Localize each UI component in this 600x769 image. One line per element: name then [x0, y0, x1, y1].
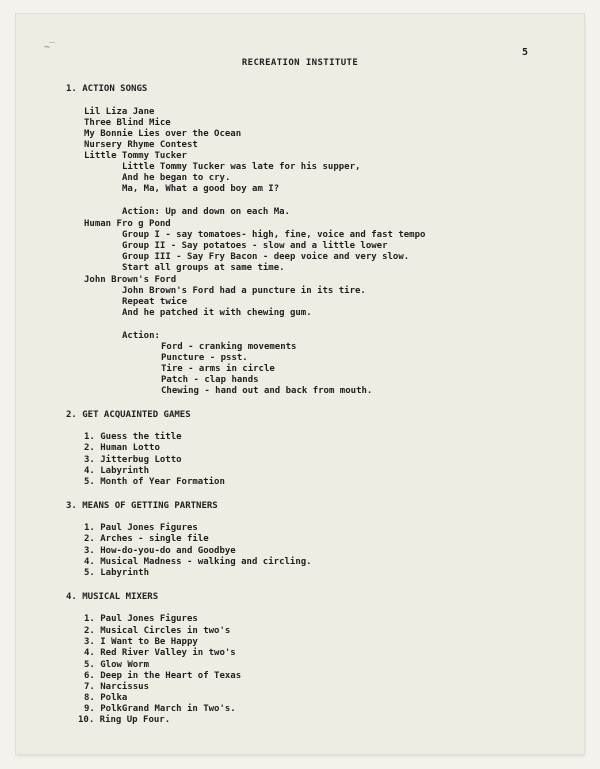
- section-heading-get-acquainted-games: 2. GET ACQUAINTED GAMES: [66, 410, 191, 420]
- list-item: 10. Ring Up Four.: [78, 715, 171, 725]
- list-item: 6. Deep in the Heart of Texas: [84, 671, 242, 681]
- list-item: 1. Paul Jones Figures: [84, 523, 198, 533]
- list-item: 3. Jitterbug Lotto: [84, 455, 182, 465]
- section-heading-action-songs: 1. ACTION SONGS: [66, 84, 148, 94]
- action-item: Tire - arms in circle: [161, 364, 275, 374]
- action-item: Chewing - hand out and back from mouth.: [161, 386, 373, 396]
- list-item: Little Tommy Tucker: [84, 151, 187, 161]
- section-heading-musical-mixers: 4. MUSICAL MIXERS: [66, 592, 159, 602]
- action-note: Action: Up and down on each Ma.: [122, 207, 290, 217]
- list-item: 3. I Want to Be Happy: [84, 637, 198, 647]
- list-item: 2. Arches - single file: [84, 534, 209, 544]
- list-item: Nursery Rhyme Contest: [84, 140, 198, 150]
- instruction-line: Group II - Say potatoes - slow and a little lower: [122, 241, 388, 251]
- page-title: RECREATION INSTITUTE: [241, 58, 359, 68]
- action-note: Action:: [122, 331, 160, 341]
- list-item: 3. How-do-you-do and Goodbye: [84, 546, 236, 556]
- instruction-line: Group III - Say Fry Bacon - deep voice and very slow.: [122, 252, 410, 262]
- action-item: Patch - clap hands: [161, 375, 259, 385]
- song-lyric-line: Little Tommy Tucker was late for his supper,: [122, 162, 361, 172]
- list-item: 2. Human Lotto: [84, 443, 160, 453]
- document-page: [16, 14, 584, 754]
- song-lyric-line: Repeat twice: [122, 297, 188, 307]
- list-item: My Bonnie Lies over the Ocean: [84, 129, 242, 139]
- list-item: John Brown's Ford: [84, 275, 177, 285]
- list-item: Three Blind Mice: [84, 118, 171, 128]
- song-lyric-line: John Brown's Ford had a puncture in its tire.: [122, 286, 366, 296]
- song-lyric-line: And he patched it with chewing gum.: [122, 308, 312, 318]
- action-item: Ford - cranking movements: [161, 342, 297, 352]
- list-item: 1. Guess the title: [84, 432, 182, 442]
- instruction-line: Start all groups at same time.: [122, 263, 285, 273]
- section-heading-means-of-getting-partners: 3. MEANS OF GETTING PARTNERS: [66, 501, 218, 511]
- list-item: 4. Red River Valley in two's: [84, 648, 236, 658]
- list-item: Lil Liza Jane: [84, 107, 155, 117]
- list-item: 4. Labyrinth: [84, 466, 150, 476]
- corner-mark: ~‾: [44, 42, 55, 53]
- list-item: 9. PolkGrand March in Two's.: [84, 704, 236, 714]
- list-item: 2. Musical Circles in two's: [84, 626, 231, 636]
- song-lyric-line: And he began to cry.: [122, 173, 231, 183]
- list-item: 1. Paul Jones Figures: [84, 614, 198, 624]
- list-item: 4. Musical Madness - walking and circling.: [84, 557, 312, 567]
- list-item: 5. Labyrinth: [84, 568, 150, 578]
- list-item: 5. Month of Year Formation: [84, 477, 225, 487]
- song-lyric-line: Ma, Ma, What a good boy am I?: [122, 184, 280, 194]
- list-item: Human Fro g Pond: [84, 219, 171, 229]
- action-item: Puncture - psst.: [161, 353, 248, 363]
- list-item: 5. Glow Worm: [84, 660, 150, 670]
- list-item: 8. Polka: [84, 693, 128, 703]
- page-number: 5: [522, 47, 529, 58]
- instruction-line: Group I - say tomatoes- high, fine, voice and fast tempo: [122, 230, 426, 240]
- list-item: 7. Narcissus: [84, 682, 150, 692]
